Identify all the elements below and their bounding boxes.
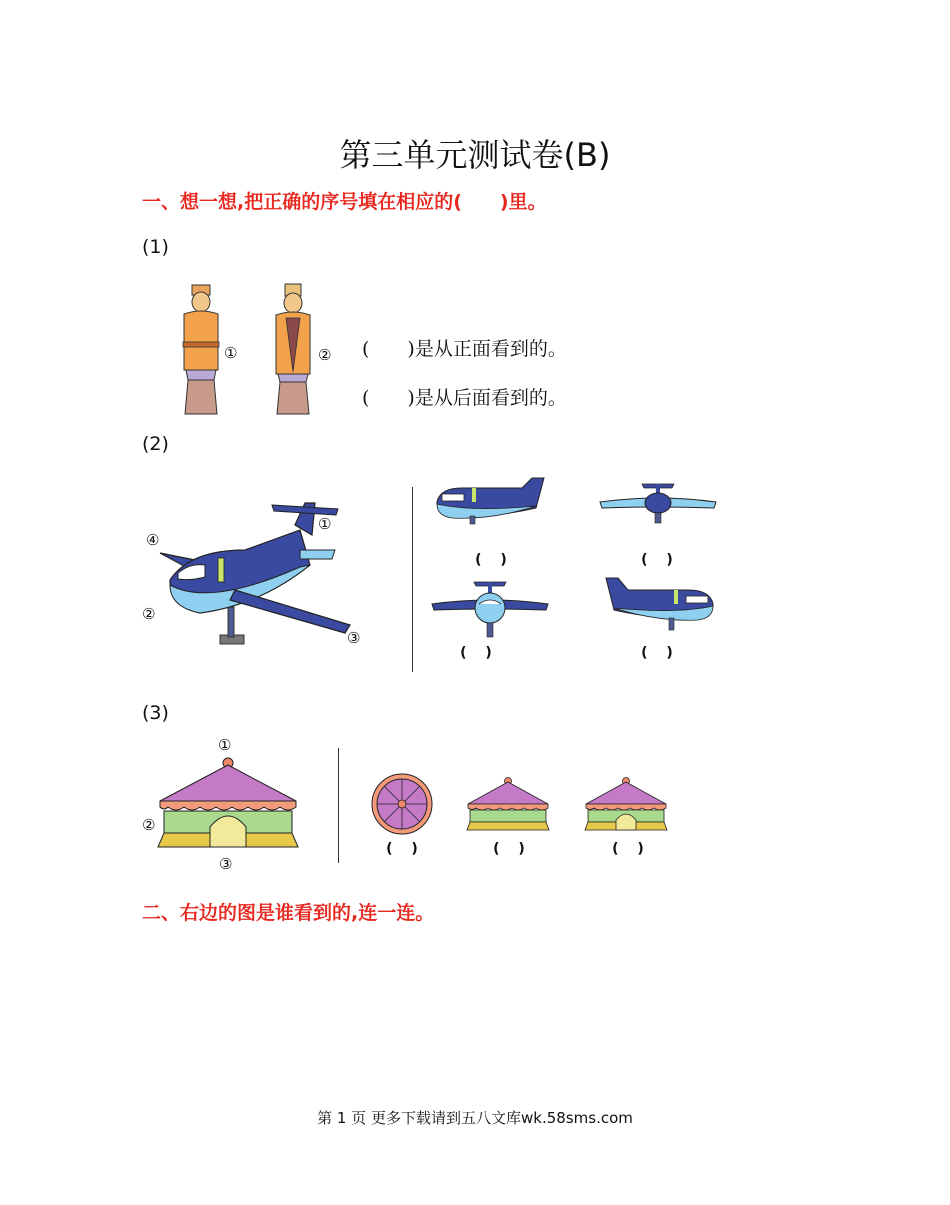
q3-label: (3) [142, 702, 169, 724]
yurt-illustration [158, 755, 300, 855]
yurt-top-view [370, 772, 434, 836]
q3-blank-3[interactable]: ( ) [612, 841, 644, 857]
yurt-front-view [584, 776, 668, 834]
q2-blank-2[interactable]: ( ) [641, 552, 673, 568]
page-title: 第三单元测试卷(B) [339, 136, 611, 174]
q2-divider [412, 487, 413, 672]
q1-label: (1) [142, 236, 169, 258]
q1-line-back: ( )是从后面看到的。 [362, 387, 567, 409]
q2-blank-1[interactable]: ( ) [475, 552, 507, 568]
q3-marker-3: ③ [219, 855, 233, 873]
q3-marker-1: ① [218, 736, 232, 754]
q2-blank-4[interactable]: ( ) [641, 645, 673, 661]
q2-label: (2) [142, 433, 169, 455]
statue-back-illustration [272, 282, 314, 417]
q3-blank-2[interactable]: ( ) [493, 841, 525, 857]
section2-heading: 二、右边的图是谁看到的,连一连。 [142, 902, 435, 924]
q2-marker-3: ③ [347, 629, 361, 647]
q2-blank-3[interactable]: ( ) [460, 645, 492, 661]
q2-marker-1: ① [318, 515, 332, 533]
footer-page-prefix: 第 [317, 1109, 333, 1127]
footer-page-number: 1 [336, 1109, 347, 1127]
footer-page-suffix: 页 更多下载请到五八文库 [351, 1109, 522, 1127]
footer-site-link[interactable]: wk.58sms.com [521, 1109, 633, 1127]
q3-divider [338, 748, 339, 863]
q2-marker-4: ④ [146, 531, 160, 549]
q3-blank-1[interactable]: ( ) [386, 841, 418, 857]
q1-line-front: ( )是从正面看到的。 [362, 338, 567, 360]
q1-marker-2: ② [318, 346, 332, 364]
q2-marker-2: ② [142, 605, 156, 623]
airplane-side-view-right [603, 574, 718, 636]
q3-marker-2: ② [142, 816, 156, 834]
page-footer [0, 1107, 950, 1128]
yurt-back-view [466, 776, 550, 834]
airplane-front-view-top [598, 478, 718, 528]
airplane-side-view-left [432, 476, 547, 526]
airplane-front-view [430, 578, 550, 642]
q1-marker-1: ① [224, 344, 238, 362]
statue-front-illustration [180, 282, 222, 417]
section1-heading: 一、想一想,把正确的序号填在相应的( )里。 [142, 191, 547, 213]
